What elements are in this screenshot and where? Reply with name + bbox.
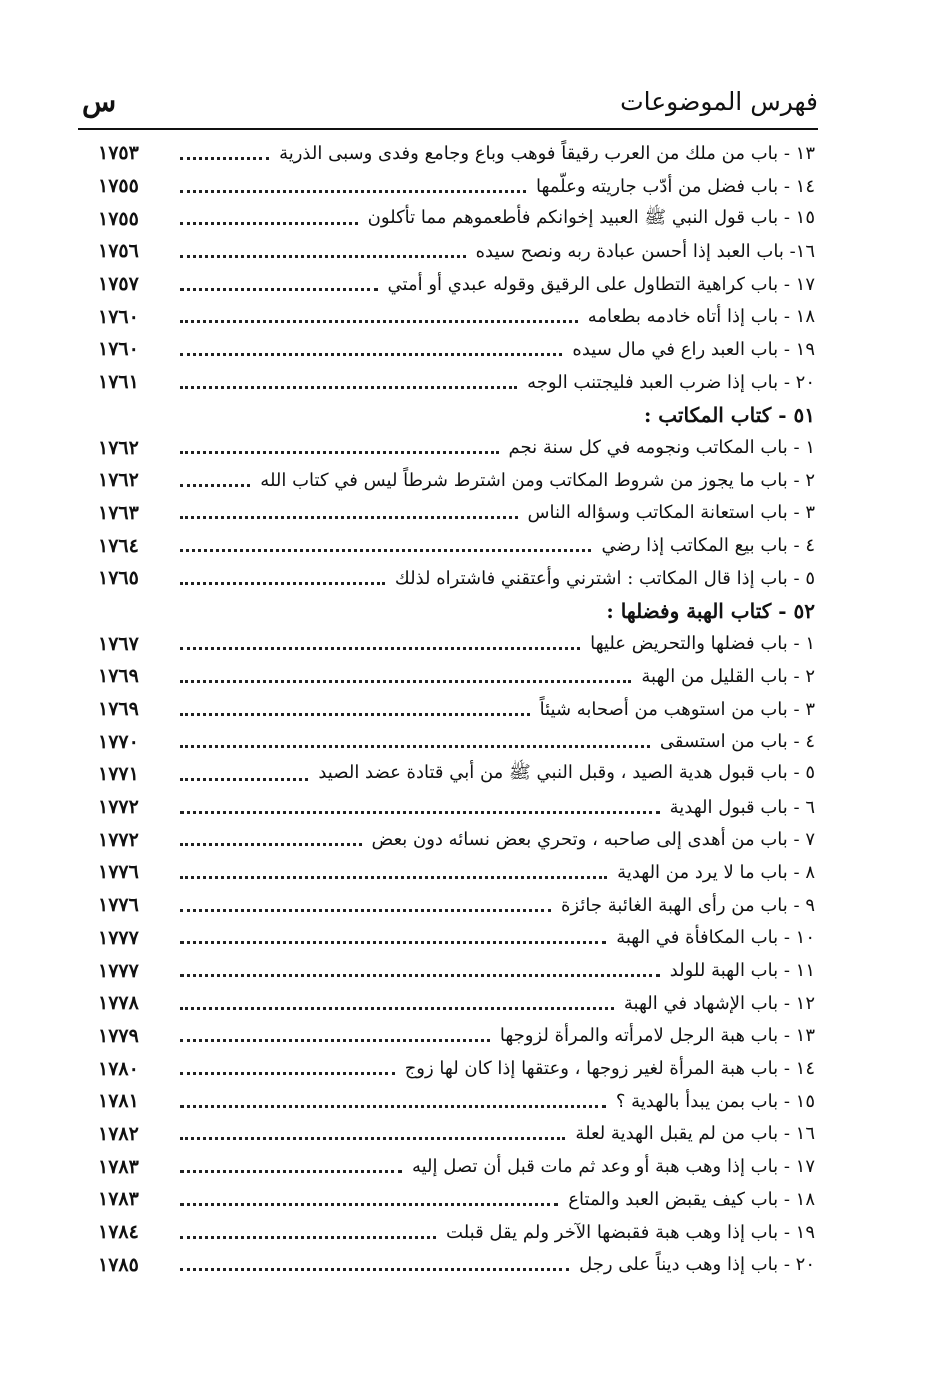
toc-entry-text: ١٨ - باب إذا أتاه خادمه بطعامه xyxy=(587,306,815,328)
toc-entry xyxy=(98,823,815,856)
toc-entry-text: ٤ - باب بيع المكاتب إذا رضي xyxy=(601,535,815,557)
page-header xyxy=(78,82,818,126)
dot-leader xyxy=(180,778,308,781)
dot-leader xyxy=(180,222,358,225)
toc-entry-text: ٦ - باب قبول الهدية xyxy=(669,796,815,818)
toc-entry xyxy=(98,366,815,399)
toc-entry-text: ٥ - باب إذا قال المكاتب : اشترني وأعتقني فاشتراه لذلك xyxy=(394,567,815,589)
dot-leader xyxy=(180,1007,614,1010)
toc-entry xyxy=(98,235,815,268)
dot-leader xyxy=(180,876,607,879)
dot-leader xyxy=(180,516,518,519)
toc-page-number: ١٧٥٥ xyxy=(98,207,139,230)
section-heading-text: ٥١ - كتاب المكاتب : xyxy=(643,402,815,427)
toc-entry-text: ١٣ - باب هبة الرجل لامرأته والمرأة لزوجها xyxy=(499,1025,815,1047)
toc-entry xyxy=(98,627,815,660)
toc-entry-text: ١ - باب فضلها والتحريض عليها xyxy=(590,633,815,655)
dot-leader xyxy=(180,386,517,389)
toc-entry xyxy=(98,137,815,170)
dot-leader xyxy=(180,255,466,258)
dot-leader xyxy=(180,1039,490,1042)
toc-entry xyxy=(98,1052,815,1085)
toc-entry xyxy=(98,660,815,693)
toc-entry xyxy=(98,693,815,726)
toc-page-number: ١٧٧٠ xyxy=(98,730,139,753)
toc-entry-text: ١٨ - باب كيف يقبض العبد والمتاع xyxy=(568,1188,815,1210)
toc-page-number: ١٧٧٧ xyxy=(98,926,139,949)
toc-entry xyxy=(98,431,815,464)
dot-leader xyxy=(180,1105,606,1108)
toc-entry-text: ١٩ - باب العبد راع في مال سيده xyxy=(572,338,815,360)
toc-entry xyxy=(98,1118,815,1151)
toc-page-number: ١٧٦٧ xyxy=(98,632,139,655)
toc-entry xyxy=(98,791,815,824)
toc-page-number: ١٧٨٢ xyxy=(98,1122,139,1145)
dot-leader xyxy=(180,1203,558,1206)
toc-entry xyxy=(98,202,815,235)
toc-page-number: ١٧٨١ xyxy=(98,1090,139,1113)
toc-page-number: ١٧٦٢ xyxy=(98,469,139,492)
dot-leader xyxy=(180,582,385,585)
dot-leader xyxy=(180,1170,402,1173)
dot-leader xyxy=(180,843,362,846)
toc-entry-text: ١٦- باب العبد إذا أحسن عبادة ربه ونصح سيده xyxy=(475,240,815,262)
dot-leader xyxy=(180,320,578,323)
toc-page-number: ١٧٧٦ xyxy=(98,861,139,884)
toc-page-number: ١٧٦٠ xyxy=(98,338,139,361)
toc-entry-text: ١٧ - باب إذا وهب هبة أو وعد ثم مات قبل أن تصل إليه xyxy=(411,1156,815,1178)
toc-entry xyxy=(98,856,815,889)
toc-entry xyxy=(98,497,815,530)
dot-leader xyxy=(180,745,650,748)
header-rule xyxy=(78,128,818,130)
toc-entry xyxy=(98,889,815,922)
toc-page-number: ١٧٦٣ xyxy=(98,501,139,524)
toc-entry xyxy=(98,268,815,301)
toc-entry xyxy=(98,300,815,333)
dot-leader xyxy=(180,974,660,977)
dot-leader xyxy=(180,713,530,716)
toc-entry-text: ١٤ - باب هبة المرأة لغير زوجها ، وعتقها إذا كان لها زوج xyxy=(404,1058,815,1080)
toc-entry-text: ٤ - باب من استسقى xyxy=(659,731,815,753)
toc-page-number: ١٧٧٢ xyxy=(98,796,139,819)
toc-page-number: ١٧٧٦ xyxy=(98,894,139,917)
toc-entry-text: ٣ - باب من استوهب من أصحابه شيئاً xyxy=(539,698,815,720)
toc-page-number: ١٧٥٧ xyxy=(98,273,139,296)
dot-leader xyxy=(180,941,606,944)
toc-entry xyxy=(98,1216,815,1249)
toc-page-number: ١٧٦٠ xyxy=(98,305,139,328)
toc-entry xyxy=(98,1183,815,1216)
toc-entry xyxy=(98,1020,815,1053)
section-heading-text: ٥٢ - كتاب الهبة وفضلها : xyxy=(606,598,815,623)
dot-leader xyxy=(180,1268,569,1271)
toc-entry xyxy=(98,987,815,1020)
toc-entry-text: ١٣ - باب من ملك من العرب رقيقاً فوهب وباع وجامع وفدى وسبى الذرية xyxy=(279,142,815,164)
dot-leader xyxy=(180,1072,395,1075)
toc-entry-text: ٢٠ - باب إذا وهب ديناً على رجل xyxy=(579,1254,815,1276)
toc-page-number: ١٧٨٣ xyxy=(98,1188,139,1211)
toc-page-number: ١٧٥٦ xyxy=(98,240,139,263)
toc-entry-text: ١٩ - باب إذا وهب هبة فقبضها الآخر ولم يقل قبلت xyxy=(446,1221,815,1243)
toc-entry-text: ٢ - باب القليل من الهبة xyxy=(641,665,815,687)
toc-page-number: ١٧٧١ xyxy=(98,763,139,786)
toc-entry xyxy=(98,922,815,955)
toc-page-number: ١٧٥٥ xyxy=(98,175,139,198)
dot-leader xyxy=(180,680,631,683)
dot-leader xyxy=(180,288,378,291)
toc-entry xyxy=(98,1085,815,1118)
toc-entry-text: ١ - باب المكاتب ونجومه في كل سنة نجم xyxy=(508,437,815,459)
toc-page-number: ١٧٨٤ xyxy=(98,1221,139,1244)
toc-entry-text: ٢٠ - باب إذا ضرب العبد فليجتنب الوجه xyxy=(527,371,815,393)
toc-entry xyxy=(98,529,815,562)
page-title: فهرس الموضوعات xyxy=(620,87,818,116)
toc-entry xyxy=(98,1150,815,1183)
toc-entry xyxy=(98,333,815,366)
page-letter: س xyxy=(82,85,117,118)
dot-leader xyxy=(180,647,580,650)
dot-leader xyxy=(180,549,591,552)
toc-page-number: ١٧٦٥ xyxy=(98,567,139,590)
toc-entry-text: ١١ - باب الهبة للولد xyxy=(669,960,815,982)
table-of-contents xyxy=(98,137,815,1281)
toc-entry-text: ٧ - باب من أهدى إلى صاحبه ، وتحري بعض نسائه دون بعض xyxy=(371,829,815,851)
toc-entry-text: ٢ - باب ما يجوز من شروط المكاتب ومن اشترط شرطاً ليس في كتاب الله xyxy=(260,469,815,491)
toc-entry-text: ١٤ - باب فضل من أدّب جاريته وعلّمها xyxy=(535,175,815,197)
toc-section-heading xyxy=(98,399,815,432)
dot-leader xyxy=(180,909,551,912)
dot-leader xyxy=(180,157,269,160)
dot-leader xyxy=(180,811,660,814)
toc-page-number: ١٧٦١ xyxy=(98,371,139,394)
toc-entry-text: ١٥ - باب قول النبي ﷺ العبيد إخوانكم فأطعموهم مما تأكلون xyxy=(367,206,815,228)
toc-entry-text: ٣ - باب استعانة المكاتب وسؤاله الناس xyxy=(527,502,815,524)
toc-page-number: ١٧٨٣ xyxy=(98,1155,139,1178)
dot-leader xyxy=(180,190,526,193)
toc-page-number: ١٧٦٤ xyxy=(98,534,139,557)
dot-leader xyxy=(180,451,499,454)
toc-entry-text: ١٥ - باب بمن يبدأ بالهدية ؟ xyxy=(615,1090,815,1112)
toc-entry xyxy=(98,170,815,203)
toc-entry-text: ١٧ - باب كراهية التطاول على الرقيق وقوله عبدي أو أمتي xyxy=(387,273,815,295)
toc-page-number: ١٧٧٩ xyxy=(98,1024,139,1047)
toc-entry-text: ٥ - باب قبول هدية الصيد ، وقبل النبي ﷺ من أبي قتادة عضد الصيد xyxy=(318,762,815,784)
dot-leader xyxy=(180,353,562,356)
toc-section-heading xyxy=(98,595,815,628)
toc-page-number: ١٧٧٢ xyxy=(98,828,139,851)
toc-entry xyxy=(98,1248,815,1281)
toc-entry xyxy=(98,954,815,987)
dot-leader xyxy=(180,1137,565,1140)
toc-entry-text: ١٢ - باب الإشهاد في الهبة xyxy=(623,992,815,1014)
toc-page-number: ١٧٧٧ xyxy=(98,959,139,982)
toc-page-number: ١٧٦٩ xyxy=(98,698,139,721)
toc-entry xyxy=(98,464,815,497)
toc-page-number: ١٧٦٩ xyxy=(98,665,139,688)
toc-entry-text: ١٠ - باب المكافأة في الهبة xyxy=(616,927,815,949)
toc-entry xyxy=(98,758,815,791)
dot-leader xyxy=(180,1236,436,1239)
toc-page-number: ١٧٧٨ xyxy=(98,992,139,1015)
toc-entry xyxy=(98,562,815,595)
toc-page-number: ١٧٥٣ xyxy=(98,142,139,165)
toc-entry-text: ١٦ - باب من لم يقبل الهدية لعلة xyxy=(575,1123,815,1145)
toc-page-number: ١٧٦٢ xyxy=(98,436,139,459)
dot-leader xyxy=(180,484,250,487)
toc-page-number: ١٧٨٥ xyxy=(98,1253,139,1276)
toc-entry-text: ٨ - باب ما لا يرد من الهدية xyxy=(617,861,815,883)
toc-page-number: ١٧٨٠ xyxy=(98,1057,139,1080)
toc-entry-text: ٩ - باب من رأى الهبة الغائبة جائزة xyxy=(561,894,815,916)
toc-entry xyxy=(98,725,815,758)
